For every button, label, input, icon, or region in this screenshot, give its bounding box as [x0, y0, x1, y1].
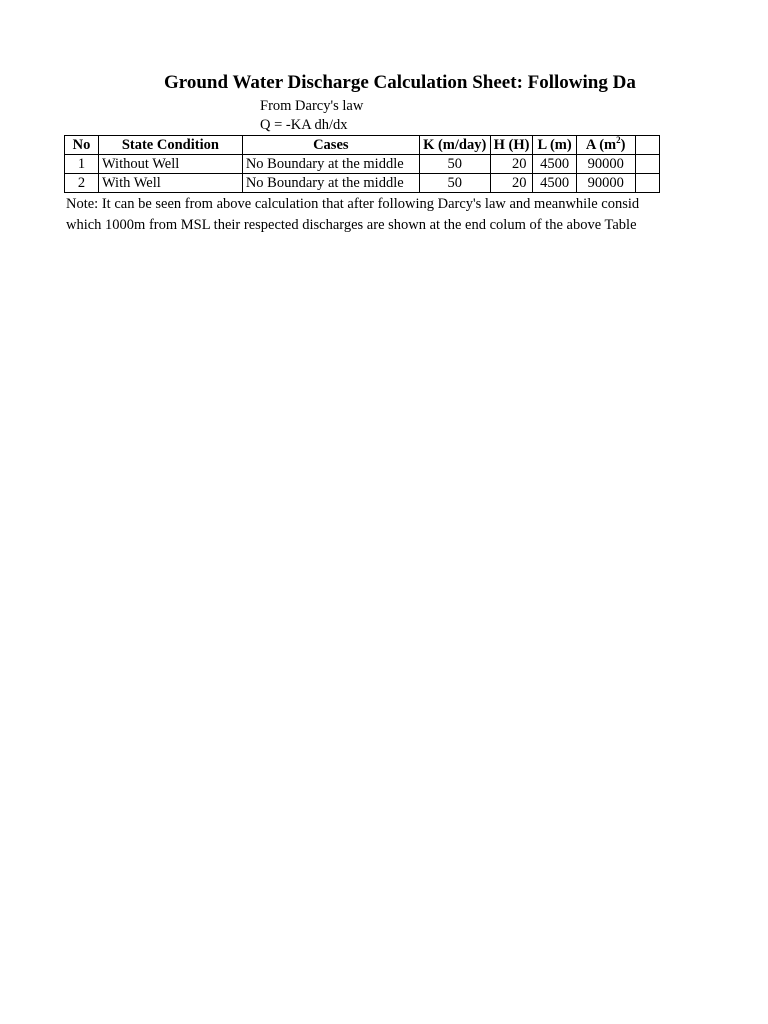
formula-text: Q = -KA dh/dx [260, 117, 348, 133]
cell-cases: No Boundary at the middle [242, 155, 419, 174]
header-a-suffix: ) [620, 137, 626, 153]
header-h: H (H) [490, 136, 533, 155]
header-a [576, 136, 635, 155]
cell-l: 4500 [533, 174, 576, 193]
header-next-column [635, 136, 659, 155]
cell-next-column [635, 155, 659, 174]
table-header-row [65, 136, 660, 155]
header-a-prefix: A (m [585, 137, 617, 153]
discharge-table [64, 135, 660, 193]
note-line-1: Note: It can be seen from above calculation that after following Darcy's law and meanwhile consid [66, 196, 640, 212]
cell-h: 20 [490, 155, 533, 174]
header-k: K (m/day) [419, 136, 490, 155]
cell-k: 50 [419, 155, 490, 174]
cell-no: 2 [65, 174, 99, 193]
header-l: L (m) [533, 136, 576, 155]
table-row [65, 155, 660, 174]
cell-a: 90000 [576, 155, 635, 174]
law-reference: From Darcy's law [260, 98, 364, 114]
cell-state-condition: Without Well [98, 155, 242, 174]
cell-state-condition: With Well [98, 174, 242, 193]
header-a-superscript: 2 [616, 135, 621, 146]
cell-k: 50 [419, 174, 490, 193]
sheet-title: Ground Water Discharge Calculation Sheet: Following Da [164, 72, 636, 93]
cell-l: 4500 [533, 155, 576, 174]
cell-h: 20 [490, 174, 533, 193]
cell-next-column [635, 174, 659, 193]
header-state-condition: State Condition [98, 136, 242, 155]
header-cases: Cases [242, 136, 419, 155]
note-line-2: which 1000m from MSL their respected discharges are shown at the end colum of the above Table [66, 217, 637, 233]
table-row [65, 174, 660, 193]
header-no: No [65, 136, 99, 155]
cell-a: 90000 [576, 174, 635, 193]
cell-no: 1 [65, 155, 99, 174]
cell-cases: No Boundary at the middle [242, 174, 419, 193]
